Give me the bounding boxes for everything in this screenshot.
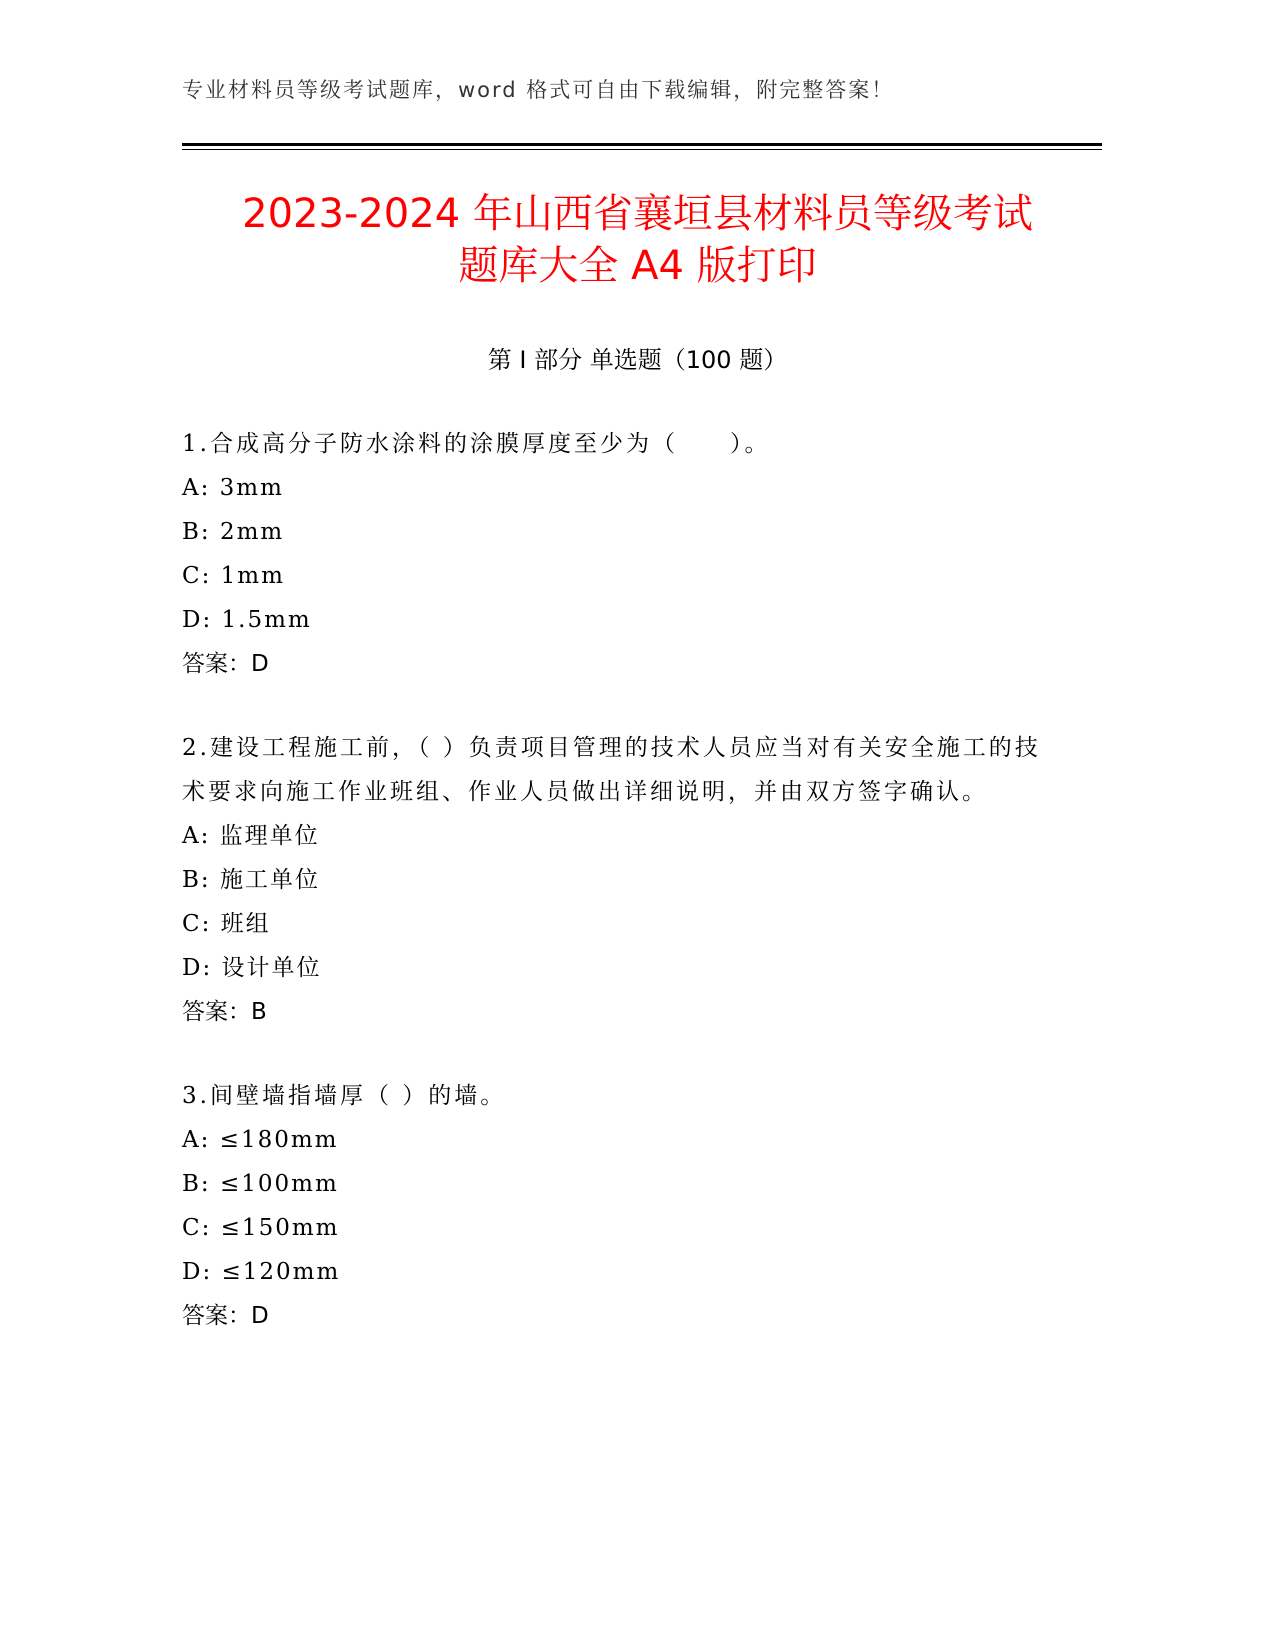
document-title — [150, 188, 1125, 292]
question-list — [182, 422, 1062, 1378]
option-a: A: 监理单位 — [182, 823, 320, 849]
option-b: B: ≤100mm — [182, 1171, 339, 1197]
option-d: D: 设计单位 — [182, 955, 322, 981]
header-note: 专业材料员等级考试题库，word 格式可自由下载编辑，附完整答案！ — [182, 78, 895, 102]
option-d: D: ≤120mm — [182, 1259, 341, 1285]
option-b: B: 施工单位 — [182, 867, 320, 893]
document-title-line-2: 题库大全 A4 版打印 — [458, 243, 817, 289]
header-rule-thick — [182, 143, 1102, 146]
question-stem: 3.间壁墙指墙厚（ ）的墙。 — [182, 1083, 507, 1109]
option-c: C: 1mm — [182, 563, 285, 589]
answer: 答案：D — [182, 1303, 269, 1329]
option-c: C: ≤150mm — [182, 1215, 340, 1241]
option-b: B: 2mm — [182, 519, 285, 545]
section-title: 第 I 部分 单选题（100 题） — [487, 346, 788, 374]
answer: 答案：B — [182, 999, 267, 1025]
option-a: A: ≤180mm — [182, 1127, 339, 1153]
option-d: D: 1.5mm — [182, 607, 312, 633]
header-rule-thin — [182, 149, 1102, 150]
question-stem: 2.建设工程施工前，（ ）负责项目管理的技术人员应当对有关安全施工的技术要求向施工作业班组、作业人员做出详细说明，并由双方签字确认。 — [182, 735, 1041, 805]
answer: 答案：D — [182, 651, 269, 677]
option-a: A: 3mm — [182, 475, 284, 501]
question-3 — [182, 1074, 1062, 1338]
document-title-line-1: 2023-2024 年山西省襄垣县材料员等级考试 — [242, 191, 1033, 237]
question-2 — [182, 726, 1062, 1034]
option-c: C: 班组 — [182, 911, 271, 937]
question-stem: 1.合成高分子防水涂料的涂膜厚度至少为（ ）。 — [182, 431, 771, 457]
question-1 — [182, 422, 1062, 686]
